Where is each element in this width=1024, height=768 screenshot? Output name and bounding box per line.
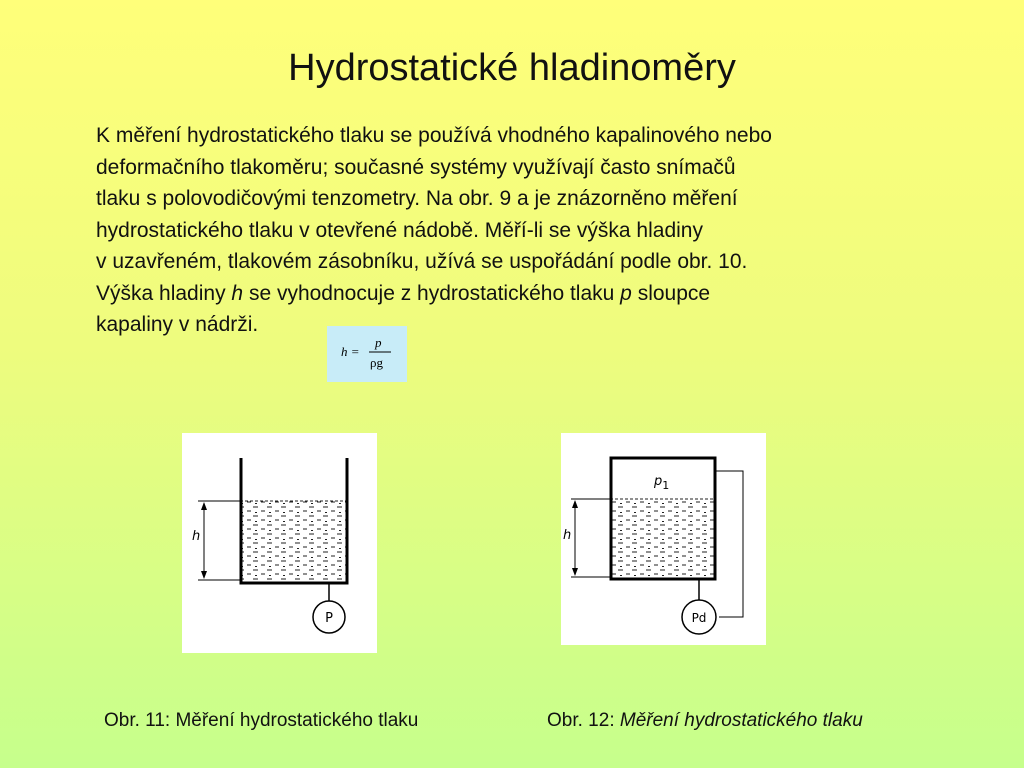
paragraph-line: tlaku s polovodičovými tenzometry. Na obr. 9 a je znázorněno měření — [96, 187, 738, 210]
variable-p: p — [620, 281, 632, 305]
paragraph-line: hydrostatického tlaku v otevřené nádobě. Měří-li se výška hladiny — [96, 218, 703, 242]
formula-numerator: p — [375, 335, 382, 350]
caption-figure-11: Obr. 11: Měření hydrostatického tlaku — [104, 710, 419, 731]
height-label: h — [563, 528, 572, 543]
formula-lhs: h = — [341, 344, 360, 359]
text-segment: se vyhodnocuje z hydrostatického tlaku — [248, 281, 621, 305]
liquid — [612, 499, 714, 577]
pressure-line — [715, 471, 743, 617]
p1-main: p — [654, 474, 663, 489]
closed-vessel-diagram — [561, 433, 766, 645]
paragraph-line: kapaliny v nádrži. — [96, 313, 259, 336]
paragraph-line: v uzavřeném, tlakovém zásobníku, užívá se uspořádání podle obr. 10. — [96, 250, 748, 273]
text-segment: sloupce — [637, 281, 711, 305]
formula-denominator: ρg — [370, 355, 383, 370]
caption-prefix: Obr. 12: — [547, 710, 620, 731]
figure-open-vessel — [182, 433, 377, 653]
formula-graphic — [327, 326, 407, 382]
body-paragraph — [96, 120, 956, 341]
p1-subscript: 1 — [662, 479, 670, 492]
figure-closed-vessel — [561, 433, 766, 645]
formula-box — [327, 326, 407, 382]
gauge-label: Pd — [691, 611, 707, 625]
slide-title: Hydrostatické hladinoměry — [288, 47, 736, 89]
paragraph-line-6 — [96, 278, 956, 310]
arrow-head-up — [201, 502, 207, 510]
paragraph-line: K měření hydrostatického tlaku se používá vhodného kapalinového nebo — [96, 124, 772, 147]
open-vessel-diagram — [182, 433, 377, 653]
liquid — [242, 501, 346, 581]
caption-italic: Měření hydrostatického tlaku — [619, 710, 863, 731]
variable-h: h — [231, 281, 244, 305]
height-label: h — [192, 529, 201, 544]
pressure-p1-label — [653, 474, 669, 492]
paragraph-line: deformačního tlakoměru; současné systémy využívají často snímačů — [96, 155, 736, 179]
text-segment: Výška hladiny — [96, 281, 232, 305]
arrow-head-down — [572, 568, 578, 576]
arrow-head-down — [201, 571, 207, 579]
arrow-head-up — [572, 500, 578, 508]
caption-figure-12 — [547, 709, 863, 733]
gauge-label: P — [325, 611, 333, 626]
